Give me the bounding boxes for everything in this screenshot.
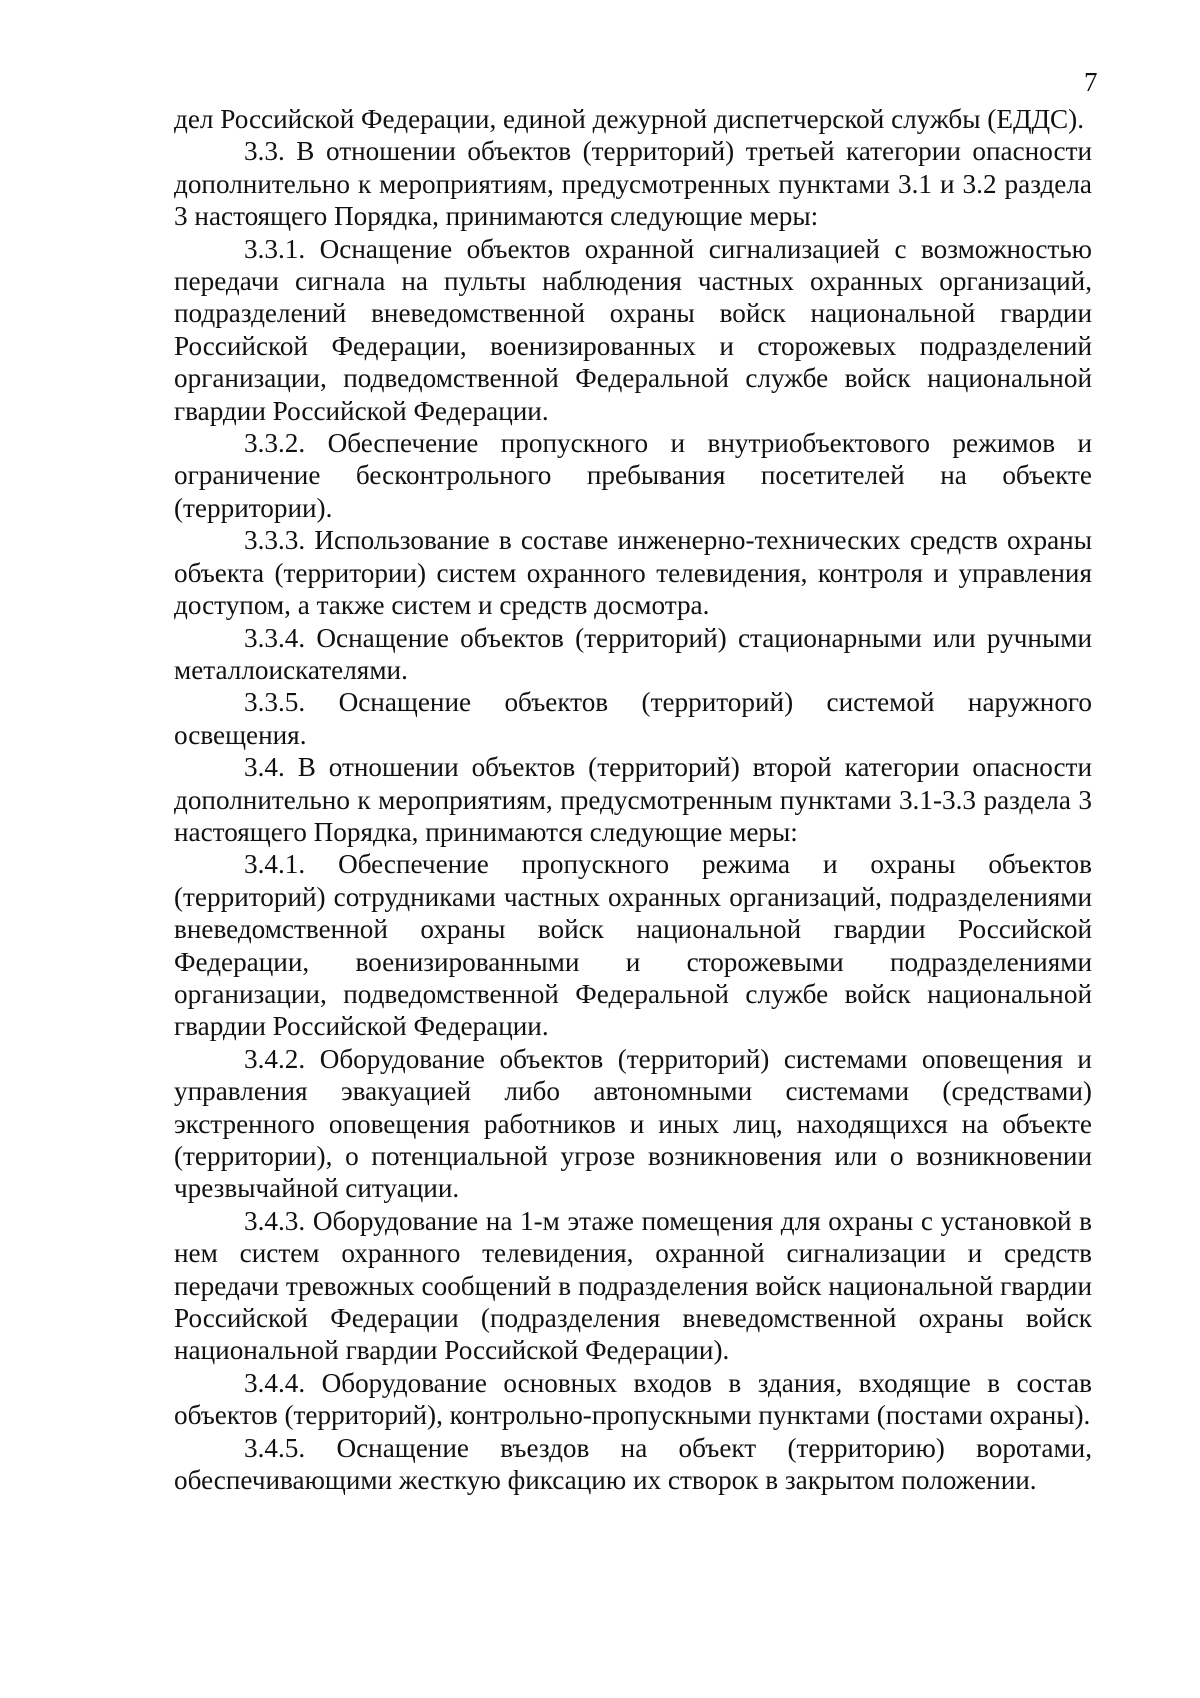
paragraph-3-3: 3.3. В отношении объектов (территорий) третьей категории опасности дополнительно к мероприятиям, предусмотренных пунктами 3.1 и 3.2 раздела 3 настоящего Порядка, принимаются следующие меры: <box>174 136 1092 232</box>
paragraph-continuation: дел Российской Федерации, единой дежурной диспетчерской службы (ЕДДС). <box>174 104 1085 134</box>
paragraph-3-3-3: 3.3.3. Использование в составе инженерно-технических средств охраны объекта (территории) систем охранного телевидения, контроля и управления доступом, а также систем и средств досмотра. <box>174 525 1092 621</box>
document-body <box>174 103 1092 1496</box>
paragraph-3-4-3: 3.4.3. Оборудование на 1-м этаже помещения для охраны с установкой в нем систем охранного телевидения, охранной сигнализации и средств передачи тревожных сообщений в подразделения войск национальной гвардии Российской Федерации (подразделения вневедомственной охраны войск национальной гвардии Российской Федерации). <box>174 1205 1092 1366</box>
paragraph-3-4-4: 3.4.4. Оборудование основных входов в здания, входящие в состав объектов (территорий), контрольно-пропускными пунктами (постами охраны). <box>174 1367 1092 1431</box>
paragraph-3-4: 3.4. В отношении объектов (территорий) второй категории опасности дополнительно к мероприятиям, предусмотренным пунктами 3.1-3.3 раздела 3 настоящего Порядка, принимаются следующие меры: <box>174 752 1092 847</box>
paragraph-3-4-2: 3.4.2. Оборудование объектов (территорий) системами оповещения и управления эвакуацией либо автономными системами (средствами) экстренного оповещения работников и иных лиц, находящихся на объекте (территории), о потенциальной угрозе возникновения или о возникновении чрезвычайной ситуации. <box>174 1043 1092 1204</box>
paragraph-3-3-2: 3.3.2. Обеспечение пропускного и внутриобъектового режимов и ограничение бесконтрольного пребывания посетителей на объекте (территории). <box>174 428 1092 523</box>
paragraph-3-3-5: 3.3.5. Оснащение объектов (территорий) системой наружного освещения. <box>174 687 1092 750</box>
paragraph-3-3-1: 3.3.1. Оснащение объектов охранной сигнализацией с возможностью передачи сигнала на пульты наблюдения частных охранных организаций, подразделений вневедомственной охраны войск национальной гвардии Российской Федерации, военизированных и сторожевых подразделений организации, подведомственной Федеральной службе войск национальной гвардии Российской Федерации. <box>174 233 1092 426</box>
page-number: 7 <box>1084 67 1098 97</box>
paragraph-3-4-5: 3.4.5. Оснащение въездов на объект (территорию) воротами, обеспечивающими жесткую фиксацию их створок в закрытом положении. <box>174 1432 1092 1496</box>
paragraph-3-4-1: 3.4.1. Обеспечение пропускного режима и охраны объектов (территорий) сотрудниками частных охранных организаций, подразделениями вневедомственной охраны войск национальной гвардии Российской Федерации, военизированными и сторожевыми подразделениями организации, подведомственной Федеральной службе войск национальной гвардии Российской Федерации. <box>174 849 1092 1042</box>
paragraph-3-3-4: 3.3.4. Оснащение объектов (территорий) стационарными или ручными металлоискателями. <box>174 622 1092 685</box>
